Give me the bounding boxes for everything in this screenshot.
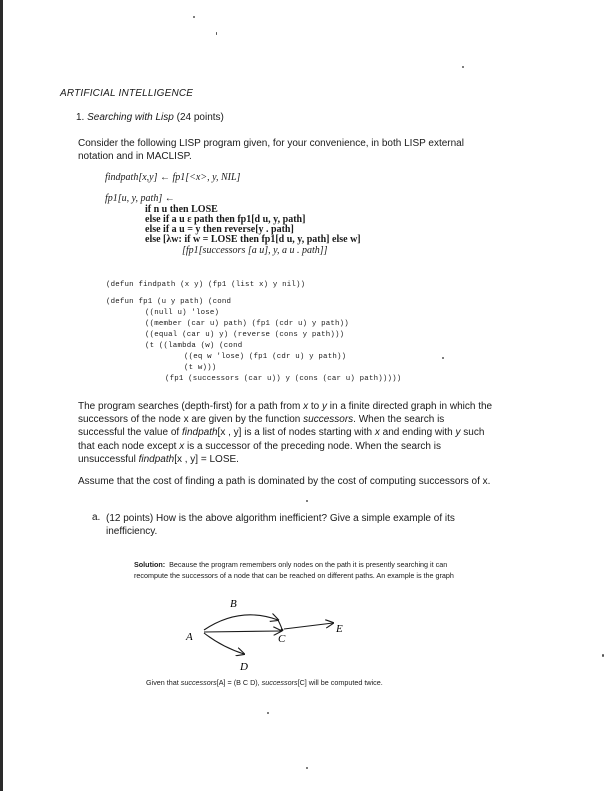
solution-text: Solution: Because the program remembers only nodes on the path it is presently searching it can recompute the successors of a node that can be reached on different paths. An example is the graph	[134, 560, 454, 580]
external-line-6: else [λw: if w = LOSE then fp1[d u, y, path] else w]	[145, 234, 361, 245]
scan-speck	[442, 357, 444, 359]
part-a-question: (12 points) How is the above algorithm inefficient? Give a simple example of its inefficiency.	[106, 513, 455, 538]
maclisp-line-4: ((member (car u) path) (fp1 (cdr u) y path))	[145, 320, 349, 328]
external-line-2: fp1[u, y, path] ←	[105, 193, 175, 204]
node-c-label: C	[278, 633, 286, 645]
external-line-1: findpath[x,y] ← fp1[<x>, y, NIL]	[105, 172, 241, 183]
edge-a-d	[204, 633, 244, 654]
external-line-4: else if a u ε path then fp1[d u, y, path]	[145, 214, 306, 225]
node-e-label: E	[336, 623, 343, 635]
external-line-3: if n u then LOSE	[145, 204, 218, 215]
scan-speck	[306, 767, 308, 769]
description-paragraph: The program searches (depth-first) for a path from x to y in a finite directed graph in which the successors of the node x are given by the function successors. When the search is successful the value of findpath[x , y] is a list of nodes starting with x and ending with y such that each node except x is a successor of the preceding node. When the search is unsuccessful findpath[x , y] = LOSE.	[78, 401, 493, 465]
scan-speck	[306, 500, 308, 502]
maclisp-line-3: ((null u) 'lose)	[145, 309, 220, 317]
maclisp-line-8: (t w)))	[184, 364, 217, 372]
question-number: 1.	[76, 112, 85, 123]
example-graph	[170, 592, 360, 672]
scan-speck	[216, 32, 217, 35]
node-a-label: A	[186, 631, 193, 643]
assumption-paragraph: Assume that the cost of finding a path is dominated by the cost of computing successors of x.	[78, 476, 491, 487]
maclisp-line-7: ((eq w 'lose) (fp1 (cdr u) y path))	[184, 353, 347, 361]
edge-a-b	[204, 615, 278, 630]
question-points: (24 points)	[176, 112, 224, 123]
maclisp-line-5: ((equal (car u) y) (reverse (cons y path)))	[145, 331, 345, 339]
section-title: ARTIFICIAL INTELLIGENCE	[60, 88, 194, 99]
scan-speck	[602, 654, 604, 657]
node-d-label: D	[240, 661, 248, 672]
question-topic: Searching with Lisp	[87, 112, 174, 123]
question-title	[76, 112, 224, 123]
edge-b-c	[278, 620, 282, 630]
maclisp-line-1: (defun findpath (x y) (fp1 (list x) y nil))	[106, 281, 306, 289]
graph-caption: Given that successors[A] = (B C D), successors[C] will be computed twice.	[146, 678, 383, 687]
intro-paragraph: Consider the following LISP program given, for your convenience, in both LISP external notation and in MACLISP.	[78, 138, 464, 163]
maclisp-line-2: (defun fp1 (u y path) (cond	[106, 298, 232, 306]
maclisp-line-9: (fp1 (successors (car u)) y (cons (car u) path)))))	[165, 375, 402, 383]
scan-speck	[267, 712, 269, 714]
maclisp-line-6: (t ((lambda (w) (cond	[145, 342, 243, 350]
part-a-label: a.	[92, 512, 101, 523]
scan-speck	[462, 66, 464, 68]
external-line-5: else if a u = y then reverse[y . path]	[145, 224, 294, 235]
scan-left-edge	[0, 0, 3, 791]
node-b-label: B	[230, 598, 237, 610]
external-line-7: [fp1[successors [a u], y, a u . path]]	[182, 245, 328, 256]
edge-c-e	[284, 623, 333, 629]
edge-a-c	[204, 631, 281, 632]
scan-speck	[193, 16, 195, 18]
node-c-dot	[281, 629, 284, 632]
